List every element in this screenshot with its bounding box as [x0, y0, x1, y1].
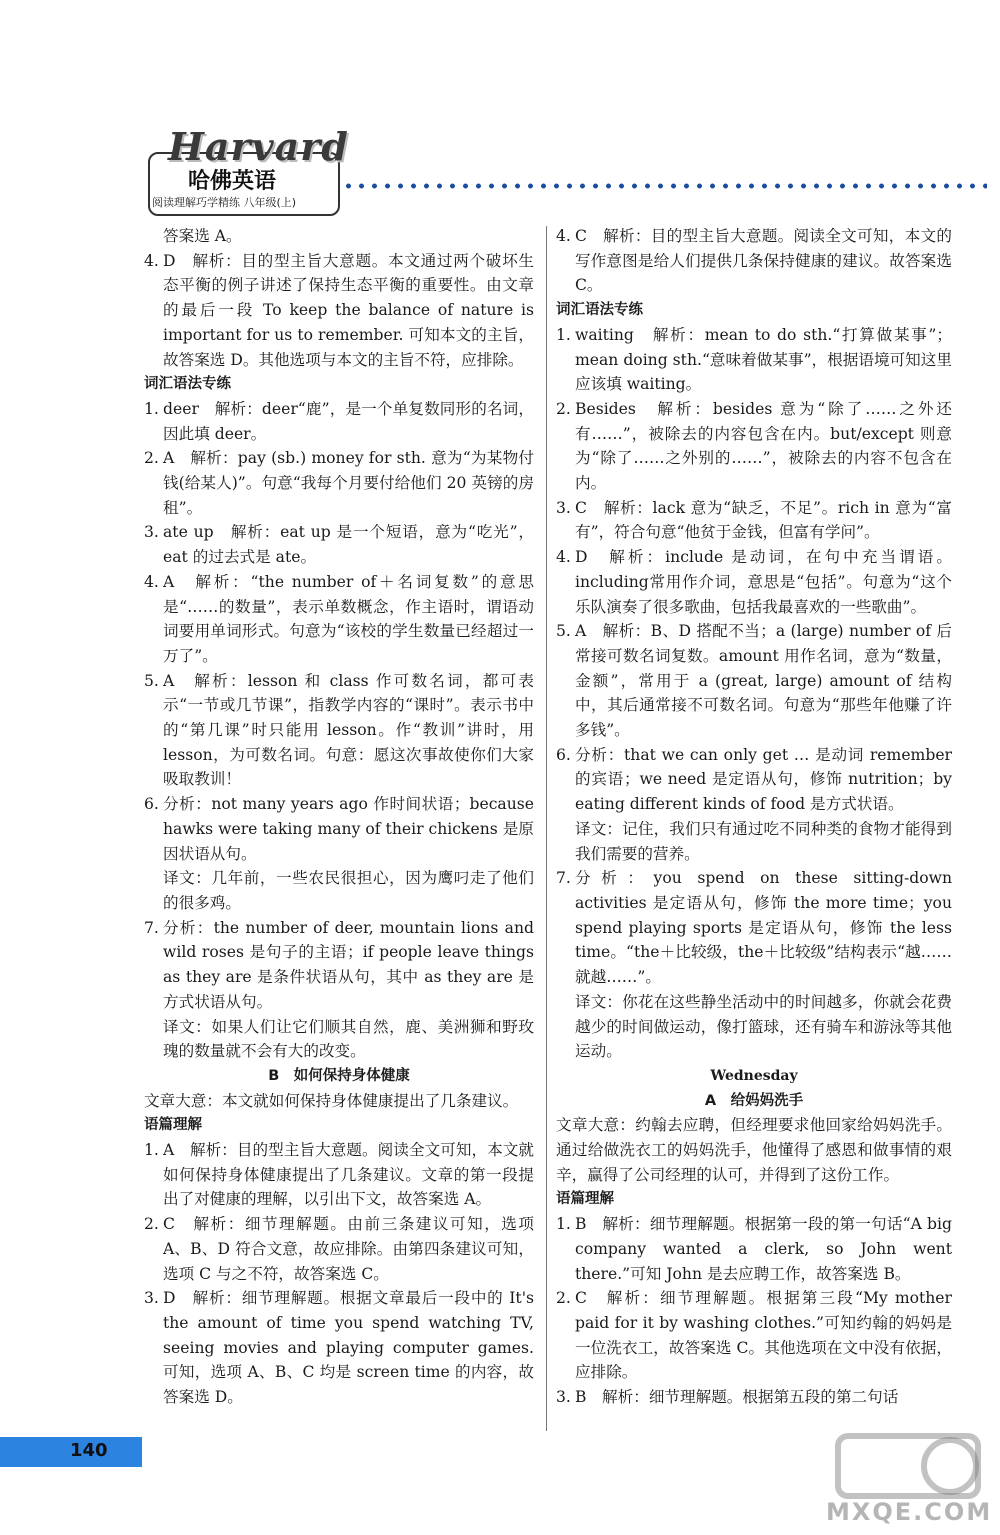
item-number: 6. — [556, 745, 571, 764]
summary-text: 文章大意：本文就如何保持身体健康提出了几条建议。 — [144, 1091, 519, 1110]
answer-item — [144, 916, 534, 1015]
item-number: 3. — [144, 1289, 159, 1308]
section-heading: 词汇语法专练 — [144, 376, 231, 393]
item-text: A 解析：“the number of＋名词复数”的意思是“……的数量”，表示单数概念，作主语时，谓语动词要用单词形式。句意为“该校的学生数量已经超过一万了”。 — [163, 572, 534, 665]
dotted-rule — [342, 182, 987, 190]
harvard-logo: Harvard — [168, 124, 349, 169]
item-text: 分析：not many years ago 作时间状语；because hawks were taking many of their chickens 是原因状语从句。 — [163, 795, 534, 863]
item-text: Besides 解析：besides 意为“除了……之外还有……”，被除去的内容包含在内。but/except 则意为“除了……之外别的……”，被除去的内容不包含在内。 — [575, 399, 952, 493]
item-text: B 解析：细节理解题。根据第五段的第二句话 — [575, 1388, 899, 1407]
item-text: ate up 解析：eat up 是一个短语，意为“吃光”，eat 的过去式是 ate。 — [163, 523, 534, 567]
item-text: A 解析：B、D 搭配不当；a (large) number of 后常接可数名词复数。amount 用作名词，意为“数量，金额”，常用于 a (great, large) amount of 结构中，其后通常接不可数名词。句意为“那些年他赚了许多钱”。 — [575, 622, 952, 740]
day-heading: Wednesday — [710, 1067, 798, 1084]
section-heading: 语篇理解 — [556, 1191, 614, 1208]
item-text: 分析：the number of deer, mountain lions and wild roses 是句子的主语；if people leave things as they are 是条件状语从句，其中 as they are 是方式状语从句。 — [163, 918, 534, 1011]
item-number: 5. — [144, 671, 159, 690]
answer-item — [556, 224, 952, 298]
watermark-text: MXQE.COM — [826, 1498, 993, 1526]
item-text: A 解析：pay (sb.) money for sth. 意为“为某物付钱(给某人)”。句意“我每个月要付给他们 20 英镑的房租”。 — [163, 449, 534, 517]
item-number: 2. — [144, 449, 159, 468]
answer-item — [144, 249, 534, 373]
answer-item — [556, 397, 952, 496]
answer-item — [144, 520, 534, 569]
item-number: 3. — [556, 498, 571, 517]
answer-item — [144, 570, 534, 669]
item-text: D 解析：include 是动词，在句中充当谓语。including常用作介词，意思是“包括”。句意为“这个乐队演奏了很多歌曲，包括我最喜欢的一些歌曲”。 — [575, 548, 952, 616]
item-number: 1. — [144, 1141, 159, 1160]
item-number: 6. — [144, 795, 159, 814]
item-number: 4. — [556, 548, 571, 567]
section-heading: 词汇语法专练 — [556, 302, 643, 319]
item-number: 2. — [556, 399, 571, 418]
continuation-text: 答案选 A。 — [163, 227, 242, 245]
item-text: 分析：that we can only get … 是动词 remember 的宾语；we need 是定语从句，修饰 nutrition；by eating different kinds of food 是方式状语。 — [575, 745, 952, 814]
answer-item — [144, 1212, 534, 1286]
answer-item — [556, 619, 952, 743]
item-text: C 解析：细节理解题。由前三条建议可知，选项 A、B、D 符合文意，故应排除。由第四条建议可知，选项 C 与之不符，故答案选 C。 — [163, 1215, 534, 1283]
answer-item — [556, 1286, 952, 1385]
page-header — [0, 0, 1000, 230]
column-divider — [546, 226, 547, 1431]
continuation-text: 译文：几年前，一些农民很担心，因为鹰叼走了他们的很多鸡。 — [163, 869, 534, 912]
answer-item — [556, 323, 952, 397]
brand-chinese-title: 哈佛英语 — [188, 169, 277, 194]
answer-item — [144, 446, 534, 520]
continuation-text: 译文：记住，我们只有通过吃不同种类的食物才能得到我们需要的营养。 — [575, 819, 952, 863]
summary-text: 文章大意：约翰去应聘，但经理要求他回家给妈妈洗手。通过给做洗衣工的妈妈洗手，他懂得了感恩和做事情的艰辛，赢得了公司经理的认可，并得到了这份工作。 — [556, 1116, 952, 1184]
item-number: 1. — [556, 1215, 571, 1234]
answer-item — [556, 866, 952, 990]
item-number: 5. — [556, 622, 571, 641]
item-text: B 解析：细节理解题。根据第一段的第一句话“A big company wanted a clerk, so John went there.”可知 John 是去应聘工作，故答案选 B。 — [575, 1215, 952, 1283]
item-number: 2. — [144, 1215, 159, 1234]
item-text: A 解析：目的型主旨大意题。阅读全文可知，本文就如何保持身体健康提出了几条建议。文章的第一段提出了对健康的理解，以引出下文，故答案选 A。 — [163, 1141, 534, 1209]
passage-title: B 如何保持身体健康 — [268, 1067, 410, 1084]
left-column — [144, 224, 534, 1410]
item-number: 1. — [556, 325, 571, 344]
section-heading: 语篇理解 — [144, 1117, 202, 1134]
item-number: 2. — [556, 1289, 571, 1308]
item-text: C 解析：lack 意为“缺乏，不足”。rich in 意为“富有”，符合句意“他贫于金钱，但富有学问”。 — [575, 498, 952, 542]
item-number: 7. — [144, 918, 159, 937]
passage-title: A 给妈妈洗手 — [704, 1092, 804, 1109]
page-number: 140 — [70, 1440, 108, 1461]
item-text: A 解析：lesson 和 class 作可数名词，都可表示“一节或几节课”，指教学内容的“课时”。表示书中的“第几课”时只能用 lesson。作“教训”讲时，用 lesson，为可数名词。句意：愿这次事故使你们大家吸取教训！ — [163, 671, 534, 789]
item-text: D 解析：目的型主旨大意题。本文通过两个破坏生态平衡的例子讲述了保持生态平衡的重要性。由文章的最后一段 To keep the balance of nature is important for us to remember. 可知本文的主旨，故答案选 D。其他选项与本文的主旨不符，应排除。 — [163, 251, 534, 369]
item-number: 1. — [144, 399, 159, 418]
continuation-text: 译文：如果人们让它们顺其自然，鹿、美洲狮和野玫瑰的数量就不会有大的改变。 — [163, 1017, 534, 1061]
item-text: 分析：you spend on these sitting-down activities 是定语从句，修饰 the more time；you spend playing sports 是定语从句，修饰 the less time。“the＋比较级，the＋比较级”结构表示“越……就越……”。 — [575, 869, 952, 987]
item-text: waiting 解析：mean to do sth.“打算做某事”；mean doing sth.“意味着做某事”，根据语境可知这里应该填 waiting。 — [575, 325, 952, 394]
item-text: D 解析：细节理解题。根据文章最后一段中的 It's the amount of time you spend watching TV, seeing movies and playing computer games. 可知，选项 A、B、C 均是 screen time 的内容，故答案选 D。 — [163, 1289, 534, 1407]
item-number: 4. — [556, 227, 571, 245]
answer-item — [144, 1286, 534, 1410]
answer-item — [556, 1212, 952, 1286]
answer-item — [144, 1138, 534, 1212]
answer-item — [556, 1385, 952, 1410]
item-number: 4. — [144, 251, 159, 270]
answer-item — [144, 792, 534, 866]
item-text: C 解析：目的型主旨大意题。阅读全文可知，本文的写作意图是给人们提供几条保持健康的建议。故答案选 C。 — [575, 227, 952, 295]
answer-item — [556, 743, 952, 817]
item-text: C 解析：细节理解题。根据第三段“My mother paid for it by washing clothes.”可知约翰的妈妈是一位洗衣工，故答案选 C。其他选项在文中没有依据，应排除。 — [575, 1289, 952, 1382]
item-number: 3. — [144, 523, 159, 542]
answer-item — [556, 496, 952, 545]
item-number: 4. — [144, 572, 159, 591]
answer-item — [144, 669, 534, 793]
item-number: 7. — [556, 869, 571, 888]
continuation-text: 译文：你花在这些静坐活动中的时间越多，你就会花费越少的时间做运动，像打篮球，还有骑车和游泳等其他运动。 — [575, 992, 952, 1061]
answer-item — [144, 397, 534, 446]
right-column — [556, 224, 952, 1410]
item-number: 3. — [556, 1388, 571, 1407]
answer-item — [556, 545, 952, 619]
book-subtitle: 阅读理解巧学精练 八年级(上) — [152, 196, 297, 209]
item-text: deer 解析：deer“鹿”，是一个单复数同形的名词，因此填 deer。 — [163, 399, 534, 443]
